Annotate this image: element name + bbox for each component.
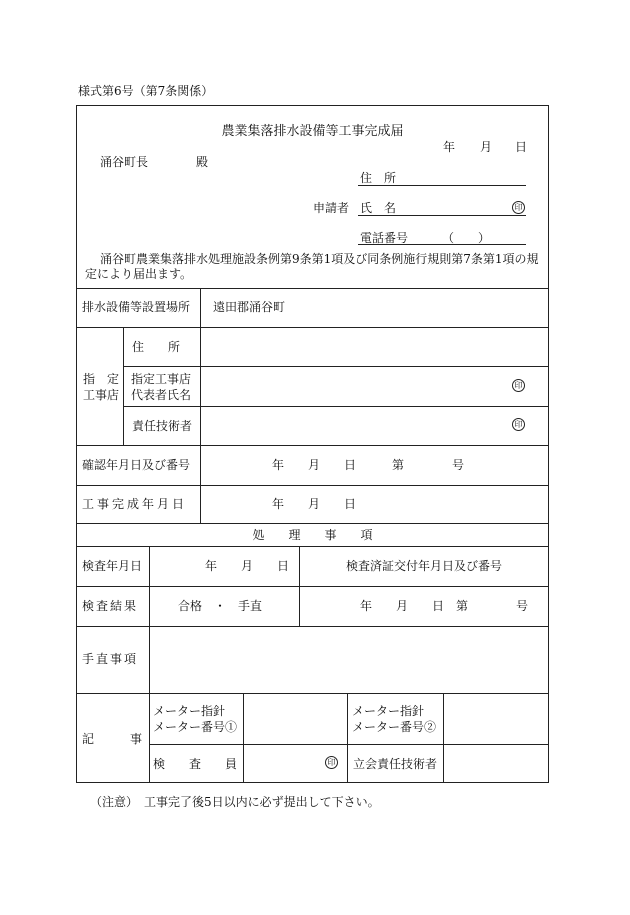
contractor-address-label: 住 所 [132, 340, 181, 354]
addressee-name: 涌谷町長 [100, 155, 149, 169]
completion-label: 工事完成年月日 [82, 497, 188, 511]
column-divider [243, 693, 244, 783]
contractor-seal-icon: 印 [512, 379, 525, 392]
inspection-date-label: 検査年月日 [82, 559, 143, 573]
form-title: 農業集落排水設備等工事完成届 [221, 124, 404, 139]
inspector-seal-icon: 印 [325, 756, 338, 769]
contractor-label-line-2: 工事店 [83, 388, 120, 402]
header-month-label: 月 [480, 140, 493, 154]
row-divider [76, 523, 549, 524]
row-divider [149, 744, 549, 745]
location-label: 排水設備等設置場所 [82, 300, 191, 314]
column-divider [347, 693, 348, 783]
notes-label: 記 事 [82, 732, 143, 746]
column-divider [123, 327, 124, 445]
row-divider [123, 366, 549, 367]
header-year-label: 年 [443, 140, 456, 154]
row-divider [123, 406, 549, 407]
row-divider [76, 288, 549, 289]
applicant-name-line [358, 215, 526, 216]
result-value: 合格 ・ 手直 [178, 599, 263, 613]
contractor-rep-line-1: 指定工事店 [131, 372, 192, 386]
witness-label: 立会責任技術者 [353, 757, 438, 771]
location-value: 遠田郡涌谷町 [213, 300, 286, 314]
addressee-honorific: 殿 [196, 155, 209, 169]
completion-value: 年 月 日 [272, 497, 357, 511]
column-divider [299, 546, 300, 626]
meter2-line-1: メーター指針 [352, 704, 425, 718]
confirm-value: 年 月 日 第 号 [272, 458, 465, 472]
column-divider [200, 288, 201, 523]
meter1-line-2: メーター番号① [153, 720, 238, 734]
processing-header: 処 理 事 項 [252, 528, 373, 542]
row-divider [76, 586, 549, 587]
row-divider [76, 485, 549, 486]
applicant-phone-line [358, 244, 526, 245]
applicant-seal-icon: 印 [512, 201, 525, 214]
statement-line-1: 涌谷町農業集落排水処理施設条例第9条第1項及び同条例施行規則第7条第1項の規 [100, 252, 539, 266]
row-divider [76, 693, 549, 694]
applicant-address-line [358, 185, 526, 186]
column-divider [443, 693, 444, 783]
applicant-role-label: 申請者 [313, 201, 350, 215]
row-divider [76, 546, 549, 547]
applicant-phone-label: 電話番号 [360, 231, 409, 245]
column-divider [149, 546, 150, 783]
contractor-rep-line-2: 代表者氏名 [131, 388, 192, 402]
inspector-label: 検 査 員 [153, 757, 238, 771]
contractor-label-line-1: 指 定 [83, 372, 120, 386]
row-divider [76, 327, 549, 328]
certificate-label: 検査済証交付年月日及び番号 [346, 559, 503, 573]
applicant-name-label: 氏 名 [360, 201, 397, 215]
meter1-line-1: メーター指針 [153, 704, 226, 718]
rework-label: 手直事項 [82, 652, 139, 666]
row-divider [76, 445, 549, 446]
result-date-value: 年 月 日 第 号 [360, 599, 529, 613]
engineer-label: 責任技術者 [132, 419, 193, 433]
applicant-phone-paren: （ ） [442, 231, 491, 245]
row-divider [76, 626, 549, 627]
header-day-label: 日 [515, 140, 528, 154]
meter2-line-2: メーター番号② [352, 720, 437, 734]
form-number: 様式第6号（第7条関係） [78, 84, 214, 98]
footer-note: （注意） 工事完了後5日以内に必ず提出して下さい。 [90, 795, 380, 809]
statement-line-2: 定により届出ます。 [85, 267, 193, 281]
engineer-seal-icon: 印 [512, 418, 525, 431]
confirm-label: 確認年月日及び番号 [82, 458, 191, 472]
applicant-address-label: 住 所 [360, 171, 397, 185]
result-label: 検査結果 [82, 599, 139, 613]
inspection-date-value: 年 月 日 [205, 559, 290, 573]
